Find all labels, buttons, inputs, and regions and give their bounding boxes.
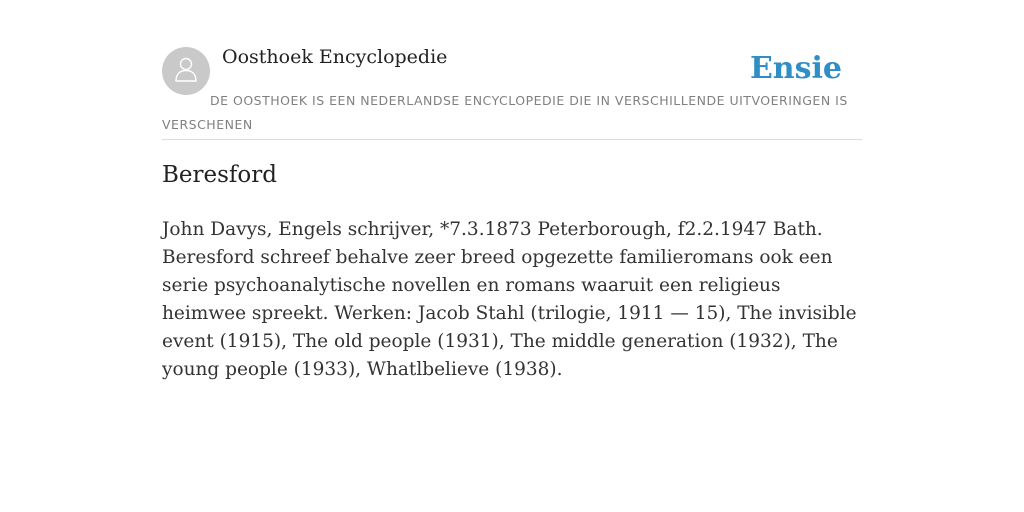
- article-title: Beresford: [162, 162, 277, 188]
- header-divider: [162, 139, 862, 140]
- user-silhouette-icon: [171, 54, 201, 89]
- source-tagline: DE OOSTHOEK IS EEN NEDERLANDSE ENCYCLOPEDIE DIE IN VERSCHILLENDE UITVOERINGEN IS VERSCHENEN: [162, 93, 848, 132]
- source-name-link[interactable]: Oosthoek Encyclopedie: [222, 46, 448, 68]
- source-avatar[interactable]: [162, 47, 210, 95]
- ensie-logo[interactable]: Ensie: [749, 51, 842, 86]
- article-body: John Davys, Engels schrijver, *7.3.1873 Peterborough, f2.2.1947 Bath. Beresford schreef behalve zeer breed opgezette familieromans ook een serie psychoanalytische novellen en romans waaruit een religieus heimwee spreekt. Werken: Jacob Stahl (trilogie, 1911 — 15), The invisible event (1915), The old people (1931), The middle generation (1932), The young people (1933), Whatlbelieve (1938).: [162, 219, 857, 380]
